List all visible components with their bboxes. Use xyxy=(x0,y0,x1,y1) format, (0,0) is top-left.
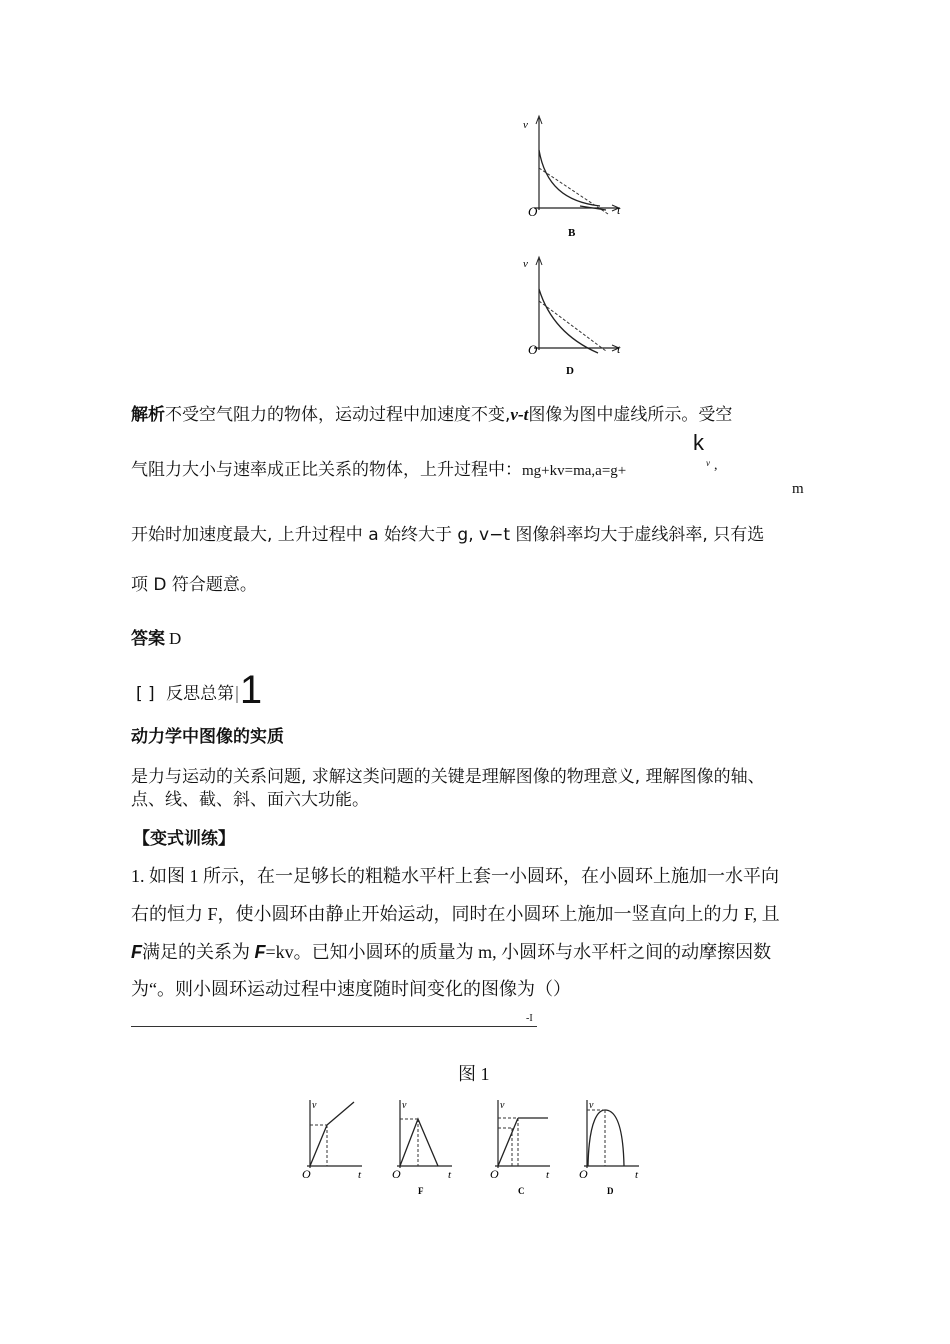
graph-label: D xyxy=(566,365,574,377)
force-symbol: F xyxy=(131,942,142,962)
force-symbol: F xyxy=(254,942,266,962)
option-graph-b xyxy=(390,1096,460,1196)
option-graph-d xyxy=(577,1096,647,1196)
axis-label: v xyxy=(402,1100,407,1111)
axis-label: v xyxy=(589,1100,594,1111)
option-graph-c xyxy=(488,1096,558,1196)
analysis-line-4: 项 D 符合题意。 xyxy=(131,575,257,595)
graph-d xyxy=(520,253,630,378)
reflection-number: 1 xyxy=(239,668,263,712)
axis-label: v xyxy=(500,1100,505,1111)
origin-label: O xyxy=(528,342,538,357)
question-line-2: 右的恒力 F，使小圆环由静止开始运动，同时在小圆环上施加一竖直向上的力 F, 且 xyxy=(131,904,780,924)
analysis-text: 不受空气阻力的物体，运动过程中加速度不变, xyxy=(165,405,511,425)
graph-label: C xyxy=(518,1186,525,1196)
fraction-denominator: m xyxy=(792,481,804,497)
graph-b xyxy=(520,110,630,240)
figure-caption: 图 1 xyxy=(458,1064,490,1084)
axis-label: t xyxy=(635,1169,639,1181)
axis-label: t xyxy=(546,1169,550,1181)
graph-label: F xyxy=(418,1186,424,1196)
axis-label: v xyxy=(523,258,528,270)
vt-symbol: v-t xyxy=(510,405,529,424)
analysis-text: 气阻力大小与速率成正比关系的物体，上升过程中： xyxy=(131,460,522,480)
origin-label: O xyxy=(528,204,538,219)
answer-label: 答案 xyxy=(131,629,165,649)
analysis-line-1 xyxy=(131,400,732,425)
axis-label: t xyxy=(448,1169,452,1181)
question-line-4: 为“。则小圆环运动过程中速度随时间变化的图像为（） xyxy=(131,979,571,999)
answer-value: D xyxy=(169,629,182,648)
formula: mg+kv=ma,a=g+ xyxy=(522,463,627,479)
question-line-3 xyxy=(131,938,771,964)
fraction-numerator: k xyxy=(693,430,704,455)
fraction-comma: , xyxy=(714,458,718,473)
question-text: 满足的关系为 xyxy=(142,942,250,962)
axis-label: t xyxy=(617,203,621,217)
reflection-header: [ ] 反思总第|1 xyxy=(136,668,263,712)
fraction-v: v xyxy=(706,458,710,468)
exercise-title: 【变式训练】 xyxy=(133,829,235,849)
analysis-line-3: 开始时加速度最大, 上升过程中 a 始终大于 g, v−t 图像斜率均大于虚线斜率, 只有选 xyxy=(131,525,765,545)
axis-label: t xyxy=(358,1169,362,1181)
analysis-text: 图像为图中虚线所示。受空 xyxy=(528,405,733,425)
origin-label: O xyxy=(302,1167,311,1181)
origin-label: O xyxy=(579,1167,588,1181)
graph-label: B xyxy=(568,227,576,239)
option-graph-a xyxy=(300,1096,370,1196)
axis-label: v xyxy=(312,1100,317,1111)
question-line-1: 1. 如图 1 所示，在一足够长的粗糙水平杆上套一小圆环，在小圆环上施加一水平向 xyxy=(131,866,779,886)
figure-rule xyxy=(131,1026,537,1027)
origin-label: O xyxy=(392,1167,401,1181)
rule-mark: -I xyxy=(526,1013,533,1024)
analysis-head: 解析 xyxy=(131,405,165,425)
question-text: =kv。已知小圆环的质量为 m, 小圆环与水平杆之间的动摩擦因数 xyxy=(265,942,772,962)
graph-label: D xyxy=(607,1186,614,1196)
answer xyxy=(131,624,181,649)
analysis-line-2 xyxy=(131,455,626,480)
axis-label: t xyxy=(617,342,621,356)
axis-label: v xyxy=(523,119,528,131)
reflection-body-1: 是力与运动的关系问题, 求解这类问题的关键是理解图像的物理意义, 理解图像的轴、 xyxy=(131,767,765,787)
reflection-title: 反思总第 xyxy=(166,684,235,704)
reflection-body-2: 点、线、截、斜、面六大功能。 xyxy=(131,790,369,810)
reflection-heading: 动力学中图像的实质 xyxy=(131,727,284,747)
bracket: [ ] xyxy=(136,684,155,704)
origin-label: O xyxy=(490,1167,499,1181)
